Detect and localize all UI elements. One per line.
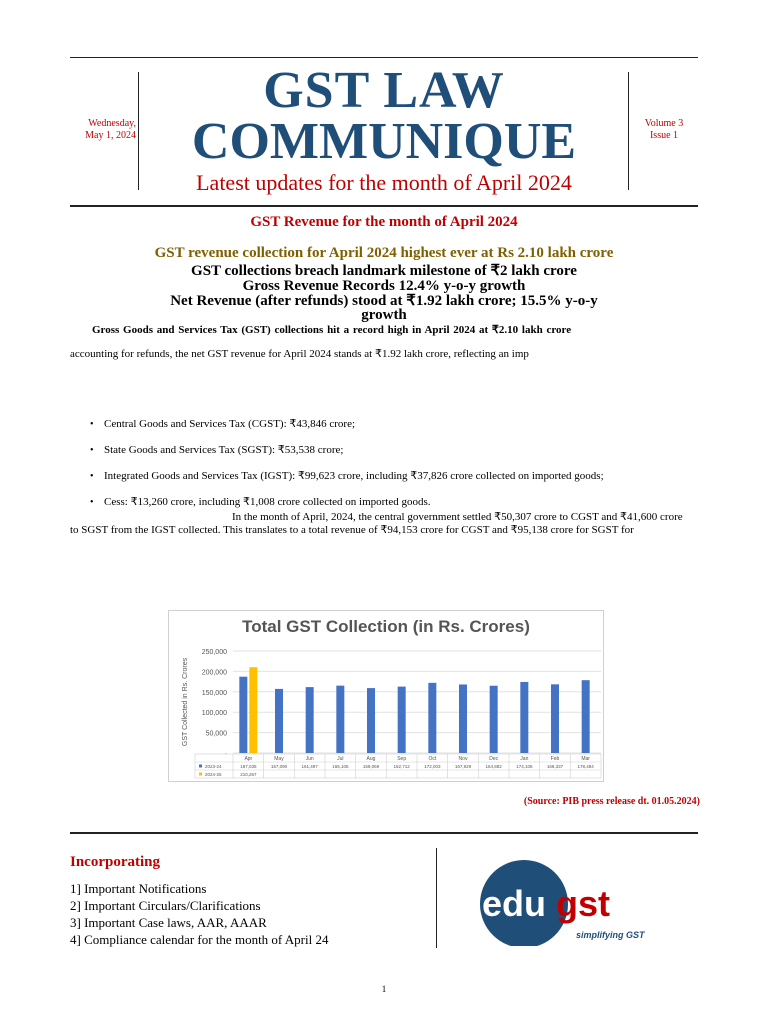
footer-divider <box>436 848 437 948</box>
bar-2023-24 <box>520 682 528 753</box>
subheadline-1: GST collections breach landmark milestone of ₹2 lakh crore <box>191 263 577 279</box>
data-label: 178,484 <box>577 764 594 769</box>
settlement-paragraph-line2: to SGST from the IGST collected. This translates to a total revenue of ₹94,153 crore for CGST and ₹95,138 crore for SGST for <box>70 524 634 536</box>
bar-2023-24 <box>398 687 406 753</box>
x-tick-label: Jun <box>305 756 314 762</box>
data-label: 161,497 <box>301 764 318 769</box>
legend-swatch <box>199 773 202 776</box>
x-tick-label: Oct <box>428 756 437 762</box>
data-label: 164,882 <box>485 764 502 769</box>
legend-label: 2024-25 <box>205 772 222 777</box>
tax-breakdown-list <box>90 418 710 522</box>
top-rule <box>70 57 698 58</box>
masthead-left-divider <box>138 72 139 190</box>
y-tick-label: 250,000 <box>201 649 227 656</box>
legend-swatch <box>199 765 202 768</box>
data-label: 162,712 <box>393 764 410 769</box>
subheadline-2: Gross Revenue Records 12.4% y-o-y growth <box>242 278 526 294</box>
bar-2023-24 <box>239 677 247 753</box>
x-tick-label: Dec <box>489 756 499 762</box>
y-tick-label: - <box>224 751 227 758</box>
x-tick-label: Feb <box>550 756 560 762</box>
chart-plot <box>169 611 605 783</box>
x-tick-label: Jul <box>337 756 344 762</box>
data-label: 210,267 <box>240 772 257 777</box>
section-title: GST Revenue for the month of April 2024 <box>250 214 518 230</box>
edugst-logo <box>468 858 664 946</box>
masthead-title-line1: GST LAW <box>263 62 505 119</box>
intro-paragraph: Gross Goods and Services Tax (GST) collections hit a record high in April 2024 at ₹2.10 lakh crore <box>92 324 572 336</box>
data-label: 168,337 <box>546 764 564 769</box>
bar-2023-24 <box>306 687 314 753</box>
y-tick-label: 150,000 <box>201 689 227 697</box>
legend-label: 2023-24 <box>205 764 222 769</box>
bar-2023-24 <box>275 689 283 753</box>
source-note: (Source: PIB press release dt. 01.05.2024) <box>523 796 700 807</box>
list-item: 4] Compliance calendar for the month of April 24 <box>70 932 329 947</box>
y-tick-label: 200,000 <box>201 669 227 677</box>
bar-2023-24 <box>428 683 436 753</box>
y-tick-label: 100,000 <box>201 710 227 718</box>
gst-collection-chart <box>168 610 604 782</box>
data-label: 172,003 <box>424 764 441 769</box>
logo-graphic <box>468 858 664 946</box>
data-label: 187,035 <box>240 764 257 769</box>
data-label: 157,090 <box>270 764 288 769</box>
x-tick-label: Aug <box>366 756 376 762</box>
settlement-paragraph-line1: In the month of April, 2024, the central government settled ₹50,307 crore to CGST and ₹41,600 crore <box>232 511 683 523</box>
x-tick-label: Apr <box>244 756 253 762</box>
list-item: • Cess: ₹13,260 crore, including ₹1,008 crore collected on imported goods. <box>90 496 710 509</box>
x-tick-label: May <box>274 756 284 762</box>
masthead-right-divider <box>628 72 629 190</box>
subheadline-3: Net Revenue (after refunds) stood at ₹1.92 lakh crore; 15.5% y-o-y <box>170 293 598 309</box>
list-item: • Central Goods and Services Tax (CGST): ₹43,846 crore; <box>90 418 710 431</box>
data-label: 165,105 <box>332 764 349 769</box>
volume-issue: Volume 3 Issue 1 <box>644 118 684 141</box>
subheadline-3-cont: growth <box>361 307 407 323</box>
header-bottom-rule <box>70 205 698 207</box>
chart-title: Total GST Collection (in Rs. Crores) <box>242 617 530 636</box>
bar-2023-24 <box>336 686 344 753</box>
y-axis-label: GST Collected in Rs. Crores <box>182 657 189 747</box>
bar-2023-24 <box>551 684 559 753</box>
data-label: 167,929 <box>454 764 472 769</box>
masthead <box>140 62 628 196</box>
issue-date: Wednesday, May 1, 2024 <box>85 118 136 141</box>
headline: GST revenue collection for April 2024 highest ever at Rs 2.10 lakh crore <box>154 245 614 261</box>
x-tick-label: Mar <box>581 756 590 762</box>
page-number: 1 <box>381 984 387 994</box>
refund-paragraph: accounting for refunds, the net GST revenue for April 2024 stands at ₹1.92 lakh crore, reflecting an imp <box>70 348 529 360</box>
bar-2023-24 <box>367 688 375 753</box>
footer-top-rule <box>70 832 698 834</box>
incorporating-list <box>70 880 328 948</box>
list-item: 2] Important Circulars/Clarifications <box>70 898 261 913</box>
bar-2024-25 <box>249 667 257 753</box>
bar-2023-24 <box>582 680 590 753</box>
logo-text-edu: edu <box>482 883 547 924</box>
logo-text-gst: gst <box>556 883 610 924</box>
list-item: 1] Important Notifications <box>70 881 207 896</box>
masthead-subtitle: Latest updates for the month of April 2024 <box>196 170 572 195</box>
x-tick-label: Sep <box>397 756 407 762</box>
x-tick-label: Nov <box>458 756 468 762</box>
x-tick-label: Jan <box>520 756 529 762</box>
list-item: • Integrated Goods and Services Tax (IGST): ₹99,623 crore, including ₹37,826 crore collected on imported goods; <box>90 470 710 483</box>
masthead-title-line2: COMMUNIQUE <box>191 113 577 170</box>
incorporating-title: Incorporating <box>70 854 160 870</box>
y-tick-label: 50,000 <box>205 730 227 738</box>
logo-tagline: simplifying GST <box>576 930 645 940</box>
data-label: 159,069 <box>362 764 380 769</box>
bar-2023-24 <box>490 686 498 753</box>
list-item: 3] Important Case laws, AAR, AAAR <box>70 915 267 930</box>
data-label: 174,106 <box>516 764 533 769</box>
bar-2023-24 <box>459 684 467 753</box>
list-item: • State Goods and Services Tax (SGST): ₹53,538 crore; <box>90 444 710 457</box>
